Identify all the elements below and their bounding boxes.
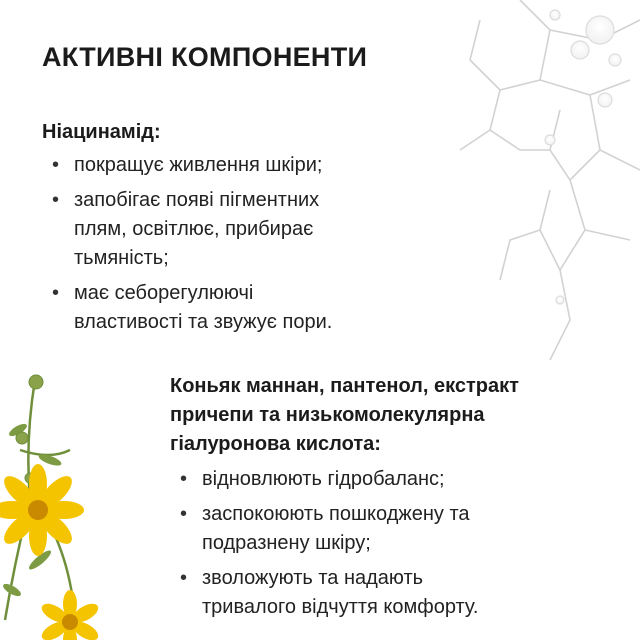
complex-benefits-list xyxy=(170,465,620,622)
niacinamide-benefits-list xyxy=(42,151,402,337)
bullet-icon: • xyxy=(180,468,188,490)
niacinamide-section xyxy=(42,118,402,343)
bullet-icon: • xyxy=(52,282,60,304)
bullet-icon: • xyxy=(180,567,188,589)
list-item: • заспокоюють пошкоджену та подразнену шкіру; xyxy=(170,500,620,558)
list-item: • відновлюють гідробаланс; xyxy=(170,465,620,494)
list-item: • запобігає появі пігментних плям, освітлює, прибирає тьмяність; xyxy=(42,186,402,273)
niacinamide-heading: Ніацинамід: xyxy=(42,121,161,143)
list-item: • зволожують та надають тривалого відчуття комфорту. xyxy=(170,564,620,622)
bullet-icon: • xyxy=(180,503,188,525)
bullet-icon: • xyxy=(52,154,60,176)
list-item: • покращує живлення шкіри; xyxy=(42,151,402,180)
bullet-icon: • xyxy=(52,189,60,211)
bubble-structure-decoration xyxy=(400,0,640,400)
complex-ingredients-section xyxy=(170,372,620,628)
complex-ingredients-heading: Коньяк маннан, пантенол, екстракт причепи та низькомолекулярна гіалуронова кислота: xyxy=(170,375,519,455)
page-title: АКТИВНІ КОМПОНЕНТИ xyxy=(42,42,368,72)
yellow-flowers-decoration xyxy=(0,360,120,640)
list-item: • має себорегулюючі властивості та звужує пори. xyxy=(42,279,402,337)
